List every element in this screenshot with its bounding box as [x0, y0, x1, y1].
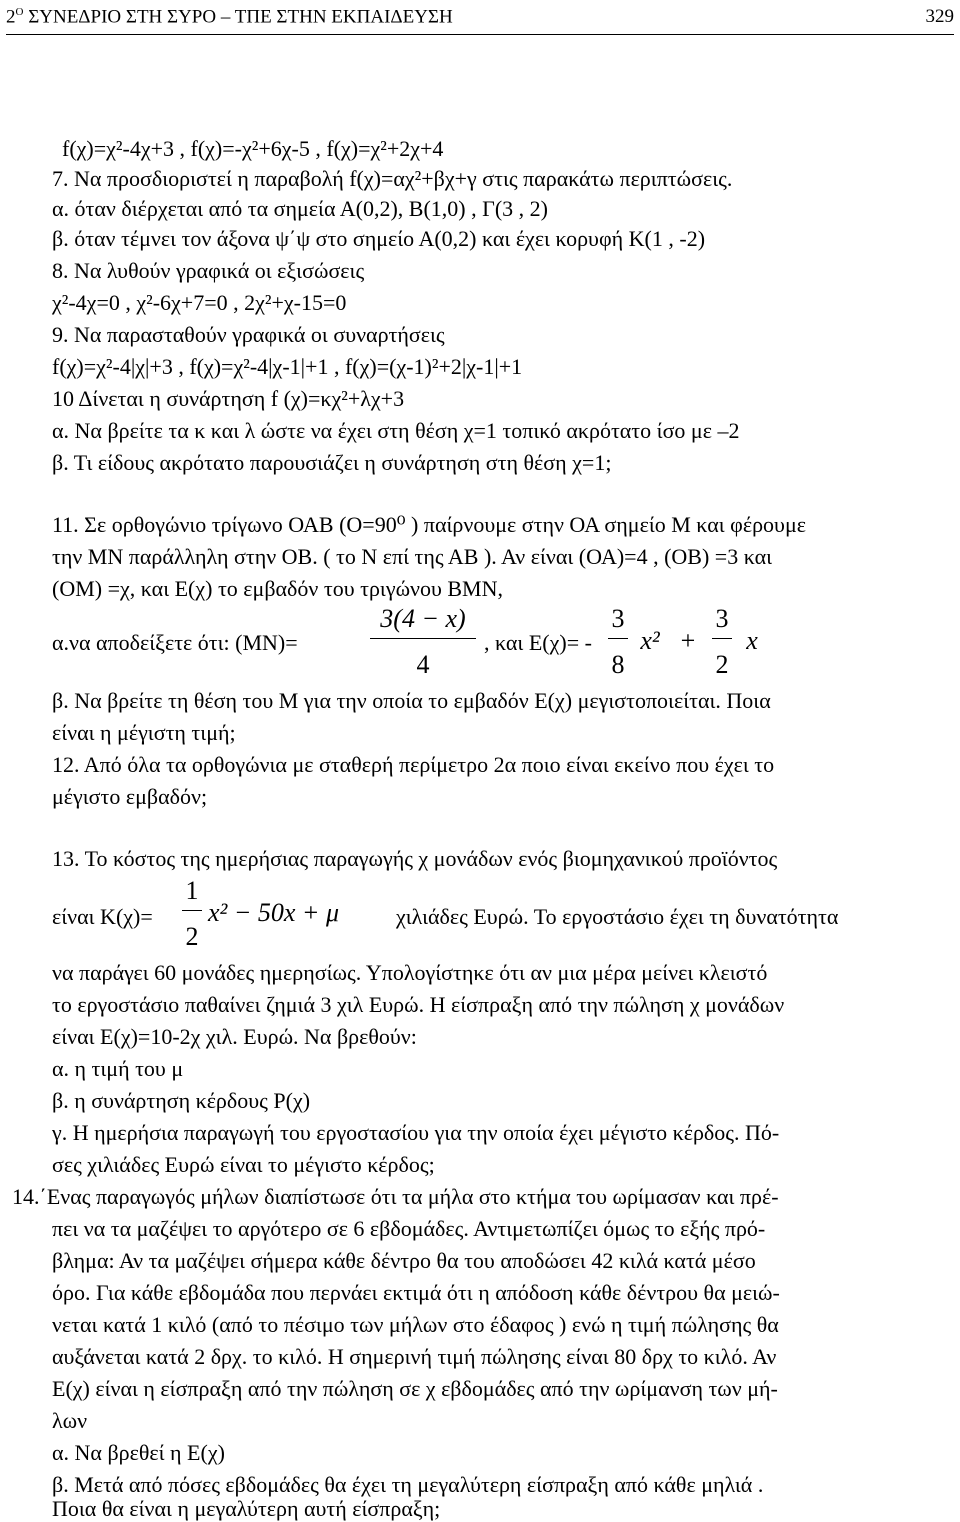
text-line: μέγιστο εμβαδόν; — [52, 784, 208, 809]
fraction-denominator: 2 — [185, 922, 199, 951]
text-line: να παράγει 60 μονάδες ημερησίως. Υπολογίστηκε ότι αν μια μέρα μείνει κλειστό — [52, 960, 768, 985]
text-line: 8. Να λυθούν γραφικά οι εξισώσεις — [52, 258, 365, 283]
text-line: είναι Ε(χ)=10-2χ χιλ. Ευρώ. Να βρεθούν: — [52, 1024, 417, 1049]
fraction-bar — [370, 638, 476, 639]
fraction-denominator: 8 — [611, 650, 625, 679]
page-number: 329 — [925, 6, 954, 27]
text-line: λων — [52, 1408, 88, 1433]
text-line: το εργοστάσιο παθαίνει ζημιά 3 χιλ Ευρώ. Η είσπραξη από την πώληση χ μονάδων — [52, 992, 785, 1017]
text-line: είναι η μέγιστη τιμή; — [52, 720, 236, 745]
text-line: χ²-4χ=0 , χ²-6χ+7=0 , 2χ²+χ-15=0 — [52, 290, 347, 315]
fraction-bar — [182, 910, 202, 911]
text-line: α. όταν διέρχεται από τα σημεία Α(0,2), Β(1,0) , Γ(3 , 2) — [52, 196, 548, 221]
text-line: f(χ)=χ²-4χ+3 , f(χ)=-χ²+6χ-5 , f(χ)=χ²+2χ+4 — [62, 136, 444, 161]
text-line: Ποια θα είναι η μεγαλύτερη αυτή είσπραξη; — [52, 1496, 441, 1521]
text-line: 11. Σε ορθογώνιο τρίγωνο ΟΑΒ (Ο=90⁰ ) παίρνουμε στην ΟΑ σημείο Μ και φέρουμε — [52, 512, 806, 537]
text-line: είναι Κ(χ)= — [52, 904, 153, 929]
page-header — [6, 4, 954, 35]
text-line: (ΟΜ) =χ, και Ε(χ) το εμβαδόν του τριγώνου ΒΜΝ, — [52, 576, 504, 601]
fraction-denominator: 4 — [416, 650, 430, 679]
text-line: α. η τιμή του μ — [52, 1056, 184, 1081]
fraction-bar — [712, 638, 732, 639]
text-line: την ΜΝ παράλληλη στην ΟΒ. ( το Ν επί της ΑΒ ). Αν είναι (ΟΑ)=4 , (ΟΒ) =3 και — [52, 544, 773, 569]
fraction-bar — [608, 638, 628, 639]
text-line: 14.΄Ενας παραγωγός μήλων διαπίστωσε ότι τα μήλα στο κτήμα του ωρίμασαν και πρέ- — [12, 1184, 779, 1209]
math-term: x — [746, 626, 758, 655]
text-line: 10 Δίνεται η συνάρτηση f (χ)=κχ²+λχ+3 — [52, 386, 405, 411]
text-line: σες χιλιάδες Ευρώ είναι το μέγιστο κέρδος; — [52, 1152, 435, 1177]
text-line: πει να τα μαζέψει το αργότερο σε 6 εβδομάδες. Αντιμετωπίζει όμως το εξής πρό- — [52, 1216, 766, 1241]
text-line: α.να αποδείξετε ότι: (ΜΝ)= — [52, 630, 298, 655]
text-line: β. Τι είδους ακρότατο παρουσιάζει η συνάρτηση στη θέση χ=1; — [52, 450, 612, 475]
fraction-numerator: 1 — [185, 876, 199, 905]
text-line: χιλιάδες Ευρώ. Το εργοστάσιο έχει τη δυνατότητα — [396, 904, 839, 929]
text-line: 9. Να παρασταθούν γραφικά οι συναρτήσεις — [52, 322, 445, 347]
text-line: , και Ε(χ)= - — [484, 630, 592, 655]
text-line: Ε(χ) είναι η είσπραξη από την πώληση σε χ εβδομάδες από την ωρίμανση των μή- — [52, 1376, 778, 1401]
text-line: α. Να βρείτε τα κ και λ ώστε να έχει στη θέση χ=1 τοπικό ακρότατο ίσο με –2 — [52, 418, 740, 443]
text-line: β. Να βρείτε τη θέση του Μ για την οποία το εμβαδόν Ε(χ) μεγιστοποιείται. Ποια — [52, 688, 771, 713]
math-term: x² — [640, 626, 660, 655]
conference-title: $2^O$ ΣΥΝΕΔΡΙΟ ΣΤΗ ΣΥΡΟ – ΤΠΕ ΣΤΗΝ ΕΚΠΑΙΔΕΥΣΗ — [6, 6, 453, 28]
text-line: 12. Από όλα τα ορθογώνια με σταθερή περίμετρο 2α ποιο είναι εκείνο που έχει το — [52, 752, 775, 777]
text-line: β. όταν τέμνει τον άξονα ψ΄ψ στο σημείο Α(0,2) και έχει κορυφή Κ(1 , -2) — [52, 226, 706, 251]
math-operator: + — [680, 626, 696, 655]
text-line: βλημα: Αν τα μαζέψει σήμερα κάθε δέντρο θα του αποδώσει 42 κιλά κατά μέσο — [52, 1248, 756, 1273]
text-line: όρο. Για κάθε εβδομάδα που περνάει εκτιμά ότι η απόδοση κάθε δέντρου θα μειώ- — [52, 1280, 780, 1305]
text-line: α. Να βρεθεί η Ε(χ) — [52, 1440, 225, 1465]
text-line: γ. Η ημερήσια παραγωγή του εργοστασίου για την οποία έχει μέγιστο κέρδος. Πό- — [52, 1120, 780, 1145]
fraction-numerator: 3(4 − x) — [380, 604, 466, 633]
text-line: 13. Το κόστος της ημερήσιας παραγωγής χ μονάδων ενός βιομηχανικού προϊόντος — [52, 846, 778, 871]
text-line: β. η συνάρτηση κέρδους Ρ(χ) — [52, 1088, 311, 1113]
text-line: f(χ)=χ²-4|χ|+3 , f(χ)=χ²-4|χ-1|+1 , f(χ)=(χ-1)²+2|χ-1|+1 — [52, 354, 523, 379]
text-line: β. Μετά από πόσες εβδομάδες θα έχει τη μεγαλύτερη είσπραξη από κάθε μηλιά . — [52, 1472, 764, 1497]
text-line: 7. Να προσδιοριστεί η παραβολή f(χ)=αχ²+βχ+γ στις παρακάτω περιπτώσεις. — [52, 166, 733, 191]
text-line: αυξάνεται κατά 2 δρχ. το κιλό. Η σημερινή τιμή πώλησης είναι 80 δρχ το κιλό. Αν — [52, 1344, 777, 1369]
math-expression: x² − 50x + μ — [208, 898, 340, 927]
text-line: νεται κατά 1 κιλό (από το πέσιμο των μήλων στο έδαφος ) ενώ η τιμή πώλησης θα — [52, 1312, 779, 1337]
fraction-denominator: 2 — [715, 650, 729, 679]
fraction-numerator: 3 — [611, 604, 625, 633]
fraction-numerator: 3 — [715, 604, 729, 633]
